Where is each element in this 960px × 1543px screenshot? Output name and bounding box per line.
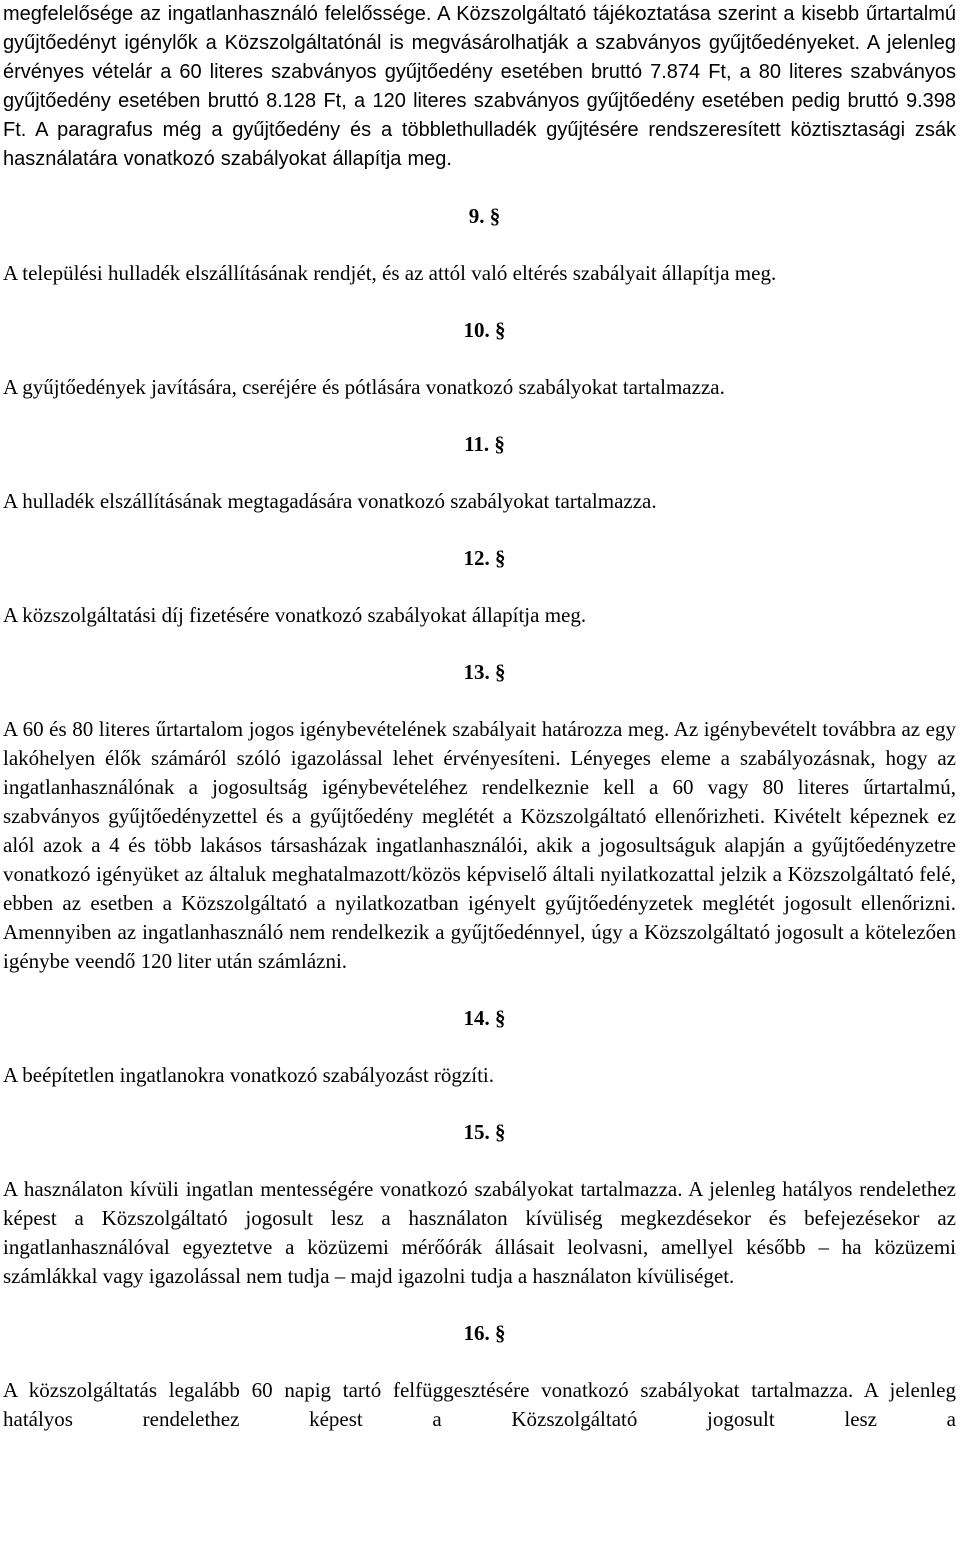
section-text-14: A beépítetlen ingatlanokra vonatkozó szabályozást rögzíti. [3, 1063, 494, 1087]
intro-paragraph: megfelelősége az ingatlanhasználó felelőssége. A Közszolgáltató tájékoztatása szerint a kisebb űrtartalmú gyűjtőedényt igénylők a Közszolgáltatónál is megvásárolhatják a szabványos gyűjtőedényeket. A jelenleg érvényes vételár a 60 literes szabványos gyűjtőedény esetében bruttó 7.874 Ft, a 80 literes szabványos gyűjtőedény esetében bruttó 8.128 Ft, a 120 literes szabványos gyűjtőedény esetében pedig bruttó 9.398 Ft. A paragrafus még a gyűjtőedény és a többlethulladék gyűjtésére rendszeresített köztisztasági zsák használatára vonatkozó szabályokat állapítja meg. [3, 3, 956, 170]
section-text-16: A közszolgáltatás legalább 60 napig tartó felfüggesztésére vonatkozó szabályokat tartalmazza. A jelenleg hatályos rendelethez képest a Közszolgáltató jogosult lesz a [3, 1378, 956, 1431]
section-heading-15: 15. § [463, 1120, 506, 1144]
section-text-13: A 60 és 80 literes űrtartalom jogos igénybevételének szabályait határozza meg. Az igénybevételt továbbra az egy lakóhelyen élők számáról szóló igazolással lehet érvényesíteni. Lényeges eleme a szabályozásnak, hogy az ingatlanhasználónak a jogosultság igénybevételéhez rendelkeznie kell a 60 vagy 80 literes űrtartalmú, szabványos gyűjtőedényzettel és a gyűjtőedény meglétét a Közszolgáltató ellenőrizheti. Kivételt képeznek ez alól azok a 4 és több lakásos társasházak ingatlanhasználói, akik a jogosultságuk alapján a gyűjtőedényzetre vonatkozó igényüket az általuk meghatalmazott/közös képviselő általi nyilatkozattal jelzik a Közszolgáltató felé, ebben az esetben a Közszolgáltató a nyilatkozatban igényelt gyűjtőedényzetek meglétét jogosult ellenőrizni. Amennyiben az ingatlanhasználó nem rendelkezik a gyűjtőedénnyel, úgy a Közszolgáltató jogosult a kötelezően igénybe veendő 120 liter után számlázni. [3, 717, 956, 973]
section-text-10: A gyűjtőedények javítására, cseréjére és pótlására vonatkozó szabályokat tartalmazza. [3, 375, 725, 399]
section-heading-16: 16. § [463, 1321, 506, 1345]
section-heading-11: 11. § [464, 432, 505, 456]
section-text-15: A használaton kívüli ingatlan mentességére vonatkozó szabályokat tartalmazza. A jelenleg hatályos rendelethez képest a Közszolgáltató jogosult lesz a használaton kívüliség megkezdésekor és befejezésekor az ingatlanhasználóval egyeztetve a közüzemi mérőórák állásait leolvasni, amellyel később – ha közüzemi számlákkal vagy igazolással nem tudja – majd igazolni tudja a használaton kívüliséget. [3, 1177, 956, 1288]
section-text-12: A közszolgáltatási díj fizetésére vonatkozó szabályokat állapítja meg. [3, 603, 587, 627]
section-heading-14: 14. § [463, 1006, 506, 1030]
section-text-9: A települési hulladék elszállításának rendjét, és az attól való eltérés szabályait állapítja meg. [3, 261, 777, 285]
section-heading-12: 12. § [463, 546, 506, 570]
section-heading-9: 9. § [468, 204, 501, 228]
section-heading-10: 10. § [463, 318, 506, 342]
section-heading-13: 13. § [463, 660, 506, 684]
section-text-11: A hulladék elszállításának megtagadására vonatkozó szabályokat tartalmazza. [3, 489, 657, 513]
document-page [3, 0, 956, 1434]
